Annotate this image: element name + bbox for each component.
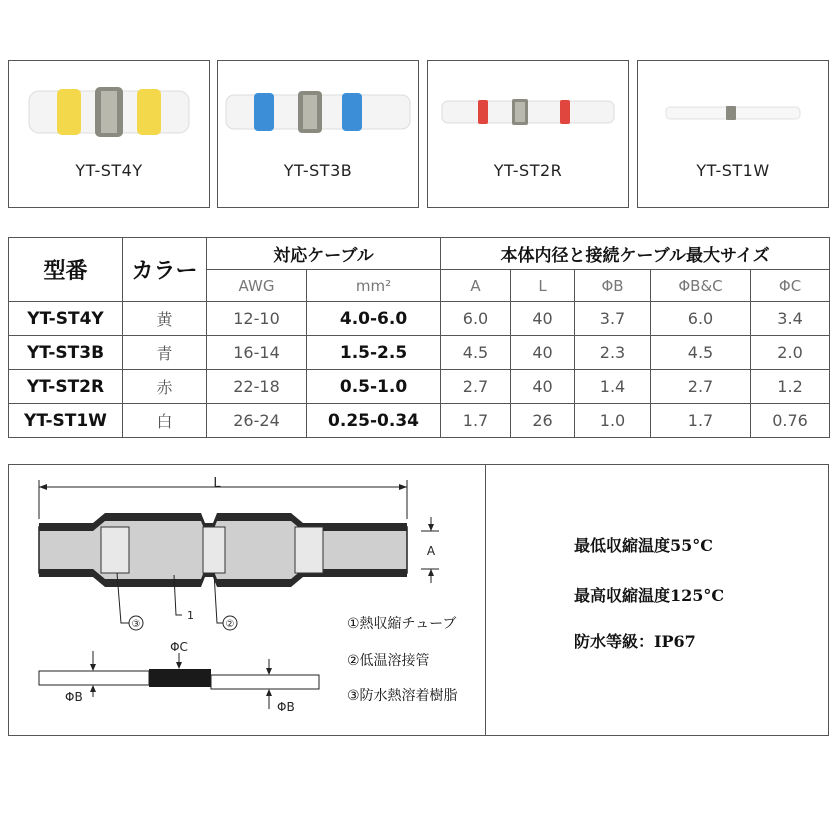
product-card-st2r (427, 60, 629, 208)
product-model-label: YT-ST4Y (75, 161, 143, 180)
header-mm2: mm² (307, 270, 441, 302)
cell-l: 40 (511, 302, 575, 336)
product-photo-st4y (9, 61, 209, 161)
cell-l: 40 (511, 336, 575, 370)
waterproof-resin-ring-right (295, 527, 323, 573)
cell-phib: 3.7 (575, 302, 651, 336)
cell-awg: 22-18 (207, 370, 307, 404)
callout-2: ② (225, 619, 235, 630)
table-row (9, 302, 830, 336)
product-photo-st1w (638, 61, 828, 161)
product-card-st1w (637, 60, 829, 208)
waterproof-resin-ring-left (101, 527, 129, 573)
cell-phib: 1.4 (575, 370, 651, 404)
cell-a: 4.5 (441, 336, 511, 370)
label-a: A (426, 544, 436, 558)
cell-color: 赤 (123, 370, 207, 404)
cell-mm2: 1.5-2.5 (307, 336, 441, 370)
band-left (57, 89, 81, 135)
cell-a: 2.7 (441, 370, 511, 404)
cable-right (211, 675, 319, 689)
header-a: A (441, 270, 511, 302)
cell-mm2: 4.0-6.0 (307, 302, 441, 336)
header-color: カラー (123, 238, 207, 302)
header-awg: AWG (207, 270, 307, 302)
cell-l: 26 (511, 404, 575, 438)
cell-model: YT-ST3B (9, 336, 123, 370)
cell-phic: 2.0 (751, 336, 830, 370)
cell-model: YT-ST4Y (9, 302, 123, 336)
cell-model: YT-ST1W (9, 404, 123, 438)
cell-color: 青 (123, 336, 207, 370)
spec-min-temp: 最低収縮温度55°C (574, 536, 714, 555)
table-row (9, 404, 830, 438)
cell-phic: 0.76 (751, 404, 830, 438)
spec-table (8, 237, 830, 438)
callout-1: 1 (187, 609, 194, 622)
cell-phibc: 6.0 (651, 302, 751, 336)
cell-phibc: 4.5 (651, 336, 751, 370)
cell-color: 黄 (123, 302, 207, 336)
cell-a: 1.7 (441, 404, 511, 438)
label-phib-right: ΦB (277, 700, 295, 714)
cell-phib: 1.0 (575, 404, 651, 438)
solder-core (149, 669, 211, 687)
cell-awg: 16-14 (207, 336, 307, 370)
cell-l: 40 (511, 370, 575, 404)
legend-heat-shrink-tube: ①熱収縮チューブ (347, 616, 457, 632)
callout-3: ③ (131, 619, 141, 630)
cell-awg: 26-24 (207, 404, 307, 438)
product-model-label: YT-ST1W (696, 161, 770, 180)
cell-model: YT-ST2R (9, 370, 123, 404)
cell-phib: 2.3 (575, 336, 651, 370)
solder-sleeve (203, 527, 225, 573)
cell-mm2: 0.5-1.0 (307, 370, 441, 404)
legend-solder-sleeve: ②低温溶接管 (347, 653, 430, 669)
spec-waterproof: 防水等級：IP67 (574, 632, 696, 651)
header-model: 型番 (9, 238, 123, 302)
label-phib-left: ΦB (65, 690, 83, 704)
header-size-group: 本体内径と接続ケーブル最大サイズ (441, 238, 830, 270)
cell-color: 白 (123, 404, 207, 438)
product-model-label: YT-ST2R (493, 161, 563, 180)
product-model-label: YT-ST3B (283, 161, 353, 180)
product-photo-st2r (428, 61, 628, 161)
header-cable-group: 対応ケーブル (207, 238, 441, 270)
cell-mm2: 0.25-0.34 (307, 404, 441, 438)
product-card-st3b (217, 60, 419, 208)
table-row (9, 336, 830, 370)
label-l: L (213, 476, 221, 491)
cell-awg: 12-10 (207, 302, 307, 336)
diagram-panel (8, 464, 829, 736)
panel-divider (485, 465, 486, 735)
cell-phic: 1.2 (751, 370, 830, 404)
spec-max-temp: 最高収縮温度125°C (574, 586, 725, 605)
header-l: L (511, 270, 575, 302)
product-photo-st3b (218, 61, 418, 161)
legend-waterproof-resin: ③防水熱溶着樹脂 (347, 688, 458, 704)
header-phib: ΦB (575, 270, 651, 302)
cell-phibc: 2.7 (651, 370, 751, 404)
label-phic: ΦC (170, 640, 188, 654)
cell-a: 6.0 (441, 302, 511, 336)
cell-phibc: 1.7 (651, 404, 751, 438)
table-row (9, 370, 830, 404)
cell-phic: 3.4 (751, 302, 830, 336)
header-phibc: ΦB&C (651, 270, 751, 302)
product-card-st4y (8, 60, 210, 208)
cable-left (39, 671, 149, 685)
header-phic: ΦC (751, 270, 830, 302)
